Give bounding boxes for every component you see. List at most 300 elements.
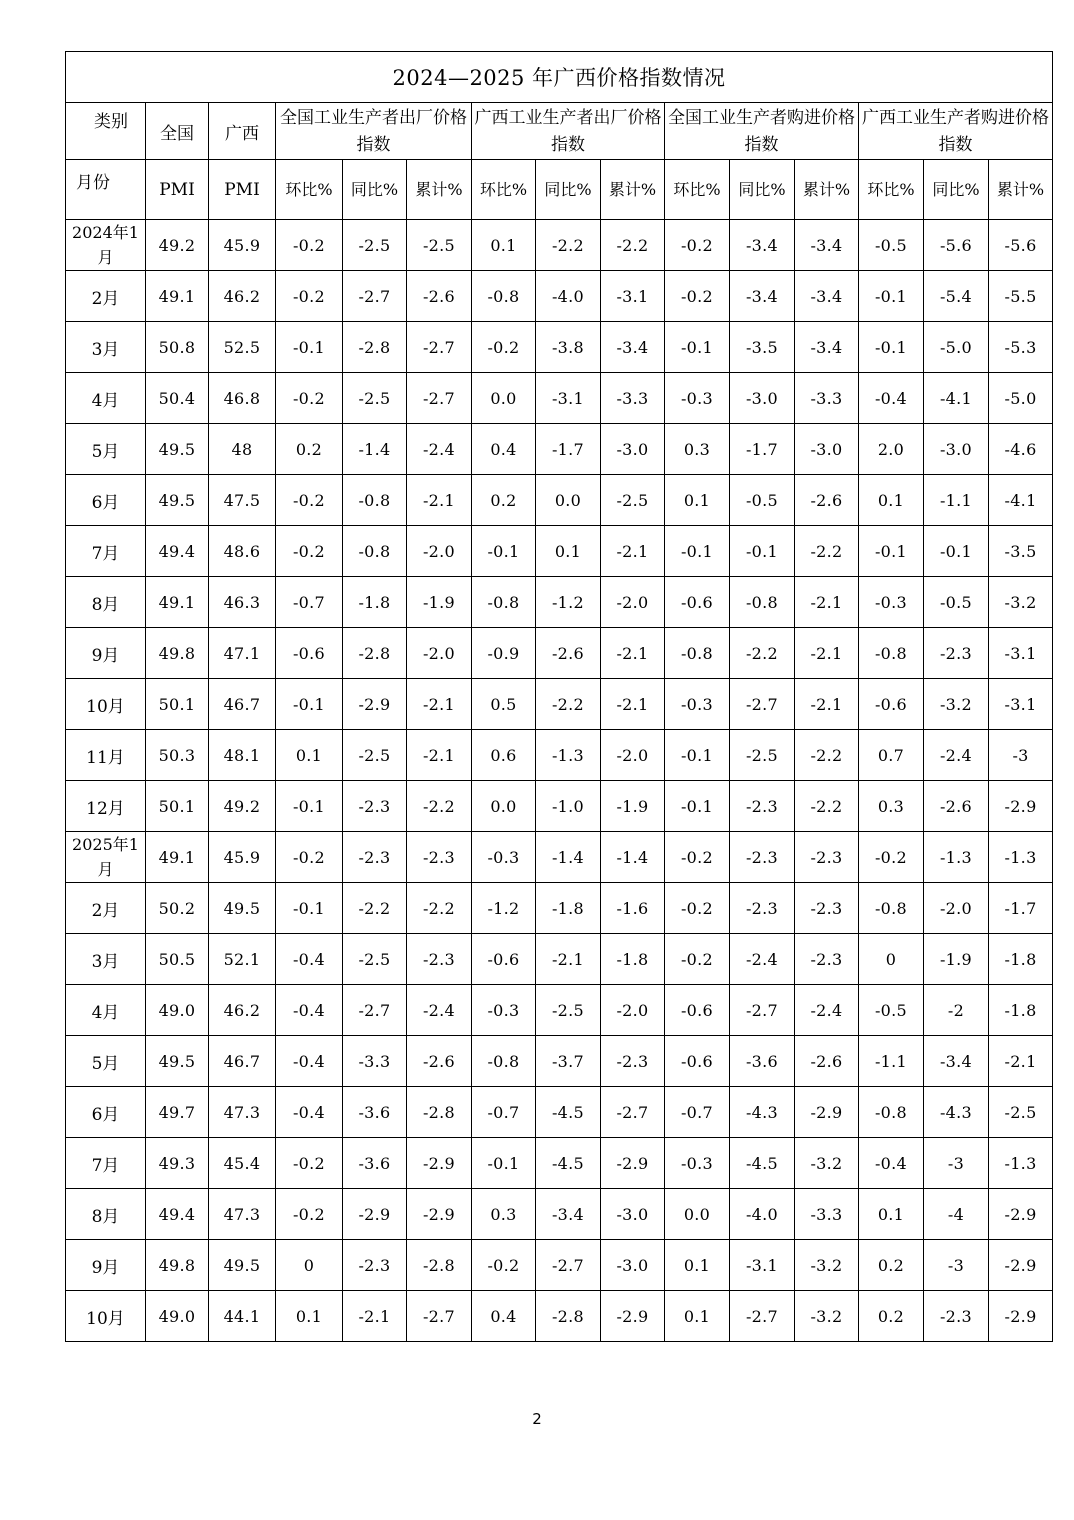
value-cell: -2.0 xyxy=(601,985,665,1036)
value-cell: -2.6 xyxy=(924,781,989,832)
value-cell: -0.8 xyxy=(343,526,407,577)
value-cell: 0.1 xyxy=(536,526,601,577)
value-cell: -5.3 xyxy=(989,322,1053,373)
value-cell: -3.2 xyxy=(795,1291,859,1342)
value-cell: -0.4 xyxy=(276,934,343,985)
value-cell: -2.3 xyxy=(924,1291,989,1342)
table-title: 2024—2025 年广西价格指数情况 xyxy=(66,52,1053,103)
value-cell: -0.2 xyxy=(665,832,730,883)
value-cell: -3.2 xyxy=(795,1138,859,1189)
value-cell: -2.7 xyxy=(730,1291,795,1342)
value-cell: 0.1 xyxy=(276,730,343,781)
value-cell: 47.1 xyxy=(209,628,276,679)
value-cell: -5.0 xyxy=(989,373,1053,424)
value-cell: 0.0 xyxy=(472,781,536,832)
value-cell: -2.8 xyxy=(343,322,407,373)
value-cell: -0.1 xyxy=(859,271,924,322)
value-cell: 46.7 xyxy=(209,679,276,730)
value-cell: -5.4 xyxy=(924,271,989,322)
month-cell: 5月 xyxy=(66,1036,146,1087)
value-cell: -2.7 xyxy=(343,985,407,1036)
value-cell: 0.0 xyxy=(536,475,601,526)
month-cell: 6月 xyxy=(66,475,146,526)
value-cell: 49.1 xyxy=(146,271,209,322)
value-cell: -2.7 xyxy=(601,1087,665,1138)
value-cell: -2.3 xyxy=(407,934,472,985)
value-cell: 46.2 xyxy=(209,271,276,322)
value-cell: -1.1 xyxy=(924,475,989,526)
value-cell: -2.3 xyxy=(730,832,795,883)
value-cell: -3.0 xyxy=(795,424,859,475)
value-cell: 49.2 xyxy=(209,781,276,832)
value-cell: 0.0 xyxy=(472,373,536,424)
value-cell: -0.2 xyxy=(276,220,343,271)
subheader-yoy-group-4: 同比% xyxy=(924,160,989,220)
value-cell: -0.8 xyxy=(859,883,924,934)
value-cell: 0.3 xyxy=(859,781,924,832)
value-cell: -2.2 xyxy=(795,730,859,781)
month-cell: 12月 xyxy=(66,781,146,832)
value-cell: -4.1 xyxy=(989,475,1053,526)
value-cell: 0.0 xyxy=(665,1189,730,1240)
value-cell: 0.1 xyxy=(665,1240,730,1291)
value-cell: -3.4 xyxy=(536,1189,601,1240)
table-row xyxy=(66,1189,1053,1240)
month-cell: 6月 xyxy=(66,1087,146,1138)
value-cell: 46.8 xyxy=(209,373,276,424)
value-cell: 46.2 xyxy=(209,985,276,1036)
value-cell: 0.1 xyxy=(665,475,730,526)
subheader-cum-group-3: 累计% xyxy=(795,160,859,220)
value-cell: 49.5 xyxy=(146,1036,209,1087)
value-cell: -2.5 xyxy=(407,220,472,271)
value-cell: 0.1 xyxy=(276,1291,343,1342)
guangxi-pmi-header: PMI xyxy=(209,160,276,220)
value-cell: -0.8 xyxy=(343,475,407,526)
national-header: 全国 xyxy=(146,103,209,160)
value-cell: -2.1 xyxy=(407,475,472,526)
value-cell: -3 xyxy=(924,1138,989,1189)
value-cell: -2.6 xyxy=(407,1036,472,1087)
value-cell: 2.0 xyxy=(859,424,924,475)
value-cell: -2.2 xyxy=(536,220,601,271)
table-row xyxy=(66,220,1053,271)
value-cell: -0.1 xyxy=(276,883,343,934)
value-cell: -2.1 xyxy=(795,577,859,628)
value-cell: -0.8 xyxy=(472,271,536,322)
value-cell: -0.1 xyxy=(665,730,730,781)
page-number: 2 xyxy=(532,1410,542,1428)
value-cell: -2.9 xyxy=(989,1291,1053,1342)
group-guangxi-pppi-header: 广西工业生产者购进价格指数 xyxy=(859,103,1053,160)
value-cell: -3 xyxy=(989,730,1053,781)
table-row xyxy=(66,679,1053,730)
value-cell: -1.8 xyxy=(343,577,407,628)
value-cell: -2.7 xyxy=(343,271,407,322)
month-cell: 2024年1月 xyxy=(66,220,146,271)
value-cell: 49.5 xyxy=(146,475,209,526)
value-cell: 45.9 xyxy=(209,832,276,883)
month-cell: 2025年1月 xyxy=(66,832,146,883)
value-cell: -2.1 xyxy=(536,934,601,985)
value-cell: 50.5 xyxy=(146,934,209,985)
value-cell: 49.1 xyxy=(146,832,209,883)
value-cell: -0.1 xyxy=(276,679,343,730)
value-cell: -1.3 xyxy=(989,832,1053,883)
value-cell: 0.7 xyxy=(859,730,924,781)
value-cell: -0.1 xyxy=(472,526,536,577)
table-row xyxy=(66,526,1053,577)
value-cell: -0.1 xyxy=(472,1138,536,1189)
value-cell: -2.0 xyxy=(601,730,665,781)
subheader-cum-group-1: 累计% xyxy=(407,160,472,220)
value-cell: -3.1 xyxy=(536,373,601,424)
value-cell: 0.3 xyxy=(472,1189,536,1240)
value-cell: -2.3 xyxy=(343,781,407,832)
value-cell: -2.9 xyxy=(989,781,1053,832)
month-cell: 2月 xyxy=(66,883,146,934)
value-cell: -0.1 xyxy=(276,781,343,832)
value-cell: -0.1 xyxy=(730,526,795,577)
value-cell: -0.5 xyxy=(859,220,924,271)
value-cell: 52.5 xyxy=(209,322,276,373)
value-cell: -2.4 xyxy=(407,424,472,475)
subheader-mom-group-2: 环比% xyxy=(472,160,536,220)
value-cell: -2.1 xyxy=(601,679,665,730)
value-cell: -0.7 xyxy=(472,1087,536,1138)
value-cell: -2.3 xyxy=(407,832,472,883)
value-cell: -3.2 xyxy=(795,1240,859,1291)
subheader-mom-group-1: 环比% xyxy=(276,160,343,220)
value-cell: -2.5 xyxy=(536,985,601,1036)
value-cell: -2.6 xyxy=(795,475,859,526)
month-cell: 7月 xyxy=(66,1138,146,1189)
value-cell: -4.1 xyxy=(924,373,989,424)
value-cell: -2.1 xyxy=(795,628,859,679)
value-cell: -2.9 xyxy=(989,1189,1053,1240)
value-cell: 0 xyxy=(276,1240,343,1291)
guangxi-header: 广西 xyxy=(209,103,276,160)
value-cell: -2.6 xyxy=(795,1036,859,1087)
value-cell: 48.6 xyxy=(209,526,276,577)
value-cell: -0.7 xyxy=(665,1087,730,1138)
value-cell: -3.6 xyxy=(343,1138,407,1189)
value-cell: -3.5 xyxy=(730,322,795,373)
price-index-sheet xyxy=(65,51,1052,1332)
value-cell: -2.5 xyxy=(343,730,407,781)
table-row xyxy=(66,934,1053,985)
value-cell: -2.5 xyxy=(343,934,407,985)
value-cell: -2.7 xyxy=(730,985,795,1036)
value-cell: -2.4 xyxy=(924,730,989,781)
value-cell: 52.1 xyxy=(209,934,276,985)
value-cell: -5.6 xyxy=(924,220,989,271)
value-cell: -0.3 xyxy=(472,985,536,1036)
group-guangxi-ppi-header: 广西工业生产者出厂价格指数 xyxy=(472,103,665,160)
value-cell: 50.1 xyxy=(146,781,209,832)
value-cell: -0.8 xyxy=(472,1036,536,1087)
value-cell: -2.6 xyxy=(536,628,601,679)
value-cell: -0.6 xyxy=(276,628,343,679)
value-cell: 49.7 xyxy=(146,1087,209,1138)
value-cell: 0.4 xyxy=(472,1291,536,1342)
value-cell: -2.3 xyxy=(795,934,859,985)
value-cell: -3.0 xyxy=(924,424,989,475)
value-cell: -2.9 xyxy=(601,1291,665,1342)
value-cell: -3.2 xyxy=(989,577,1053,628)
value-cell: -1.3 xyxy=(536,730,601,781)
value-cell: -3.2 xyxy=(924,679,989,730)
value-cell: -5.5 xyxy=(989,271,1053,322)
value-cell: 0.1 xyxy=(859,475,924,526)
value-cell: -3.0 xyxy=(601,1240,665,1291)
month-cell: 10月 xyxy=(66,679,146,730)
subheader-mom-group-4: 环比% xyxy=(859,160,924,220)
value-cell: -2.7 xyxy=(407,322,472,373)
value-cell: 49.3 xyxy=(146,1138,209,1189)
value-cell: 0.1 xyxy=(665,1291,730,1342)
value-cell: -3.0 xyxy=(730,373,795,424)
value-cell: -2.7 xyxy=(407,1291,472,1342)
value-cell: -2.2 xyxy=(407,883,472,934)
value-cell: 44.1 xyxy=(209,1291,276,1342)
value-cell: -4.5 xyxy=(536,1138,601,1189)
value-cell: 49.4 xyxy=(146,526,209,577)
price-index-table xyxy=(65,51,1053,1342)
value-cell: -0.8 xyxy=(472,577,536,628)
table-row xyxy=(66,1291,1053,1342)
value-cell: -1.1 xyxy=(859,1036,924,1087)
value-cell: 0.5 xyxy=(472,679,536,730)
value-cell: -3.3 xyxy=(601,373,665,424)
value-cell: -2.1 xyxy=(989,1036,1053,1087)
value-cell: -3.4 xyxy=(601,322,665,373)
value-cell: -2.7 xyxy=(730,679,795,730)
value-cell: -2.2 xyxy=(536,679,601,730)
value-cell: -2.4 xyxy=(407,985,472,1036)
table-row xyxy=(66,628,1053,679)
value-cell: -2.5 xyxy=(343,373,407,424)
value-cell: -2.9 xyxy=(407,1189,472,1240)
value-cell: -2.3 xyxy=(343,832,407,883)
value-cell: 0.2 xyxy=(472,475,536,526)
value-cell: -0.2 xyxy=(665,271,730,322)
value-cell: -2.9 xyxy=(343,1189,407,1240)
table-row xyxy=(66,577,1053,628)
value-cell: -2.3 xyxy=(343,1240,407,1291)
value-cell: -4.5 xyxy=(536,1087,601,1138)
value-cell: -0.6 xyxy=(665,985,730,1036)
value-cell: 0.3 xyxy=(665,424,730,475)
value-cell: -1.4 xyxy=(536,832,601,883)
value-cell: -2.4 xyxy=(795,985,859,1036)
value-cell: 46.7 xyxy=(209,1036,276,1087)
value-cell: -2.2 xyxy=(343,883,407,934)
value-cell: 0.2 xyxy=(859,1291,924,1342)
value-cell: -2.2 xyxy=(795,781,859,832)
value-cell: 49.4 xyxy=(146,1189,209,1240)
value-cell: -2.1 xyxy=(795,679,859,730)
value-cell: -0.4 xyxy=(276,1087,343,1138)
value-cell: -3.3 xyxy=(343,1036,407,1087)
value-cell: -1.4 xyxy=(601,832,665,883)
value-cell: -1.8 xyxy=(989,985,1053,1036)
value-cell: -4.3 xyxy=(924,1087,989,1138)
group-national-pppi-header: 全国工业生产者购进价格指数 xyxy=(665,103,859,160)
month-cell: 2月 xyxy=(66,271,146,322)
month-cell: 11月 xyxy=(66,730,146,781)
month-cell: 4月 xyxy=(66,985,146,1036)
value-cell: -1.8 xyxy=(601,934,665,985)
value-cell: -2.3 xyxy=(730,883,795,934)
value-cell: 50.4 xyxy=(146,373,209,424)
value-cell: -2 xyxy=(924,985,989,1036)
value-cell: -3.4 xyxy=(730,271,795,322)
value-cell: -2.2 xyxy=(795,526,859,577)
value-cell: 49.8 xyxy=(146,1240,209,1291)
value-cell: 50.1 xyxy=(146,679,209,730)
month-cell: 8月 xyxy=(66,577,146,628)
value-cell: -2.5 xyxy=(343,220,407,271)
value-cell: -0.2 xyxy=(276,1189,343,1240)
value-cell: -1.6 xyxy=(601,883,665,934)
value-cell: 0.1 xyxy=(859,1189,924,1240)
value-cell: -0.1 xyxy=(665,526,730,577)
value-cell: -3.4 xyxy=(795,220,859,271)
month-cell: 4月 xyxy=(66,373,146,424)
value-cell: 50.2 xyxy=(146,883,209,934)
value-cell: -2.7 xyxy=(407,373,472,424)
value-cell: -3.1 xyxy=(730,1240,795,1291)
value-cell: 49.1 xyxy=(146,577,209,628)
value-cell: -0.2 xyxy=(665,883,730,934)
value-cell: -2.9 xyxy=(343,679,407,730)
value-cell: -1.0 xyxy=(536,781,601,832)
value-cell: -0.1 xyxy=(859,322,924,373)
value-cell: -3.8 xyxy=(536,322,601,373)
value-cell: -2.0 xyxy=(407,628,472,679)
value-cell: -4.0 xyxy=(730,1189,795,1240)
table-row xyxy=(66,781,1053,832)
value-cell: -3.3 xyxy=(795,373,859,424)
value-cell: -3.0 xyxy=(601,1189,665,1240)
value-cell: -0.3 xyxy=(665,1138,730,1189)
table-row xyxy=(66,1087,1053,1138)
value-cell: -2.5 xyxy=(989,1087,1053,1138)
value-cell: -0.2 xyxy=(276,373,343,424)
value-cell: 47.3 xyxy=(209,1189,276,1240)
value-cell: -2.9 xyxy=(989,1240,1053,1291)
value-cell: -0.1 xyxy=(859,526,924,577)
value-cell: 0 xyxy=(859,934,924,985)
month-cell: 9月 xyxy=(66,628,146,679)
value-cell: 47.3 xyxy=(209,1087,276,1138)
value-cell: -0.8 xyxy=(730,577,795,628)
month-cell: 3月 xyxy=(66,322,146,373)
table-row xyxy=(66,424,1053,475)
table-row xyxy=(66,1138,1053,1189)
value-cell: -2.6 xyxy=(407,271,472,322)
value-cell: -2.0 xyxy=(601,577,665,628)
value-cell: 45.9 xyxy=(209,220,276,271)
value-cell: -4.5 xyxy=(730,1138,795,1189)
value-cell: -5.6 xyxy=(989,220,1053,271)
category-label: 类别 xyxy=(66,103,146,160)
value-cell: -1.9 xyxy=(601,781,665,832)
month-cell: 5月 xyxy=(66,424,146,475)
value-cell: -4.3 xyxy=(730,1087,795,1138)
value-cell: -3 xyxy=(924,1240,989,1291)
value-cell: 50.8 xyxy=(146,322,209,373)
value-cell: -2.9 xyxy=(601,1138,665,1189)
subheader-mom-group-3: 环比% xyxy=(665,160,730,220)
table-row xyxy=(66,832,1053,883)
value-cell: -2.0 xyxy=(407,526,472,577)
value-cell: -2.3 xyxy=(795,883,859,934)
value-cell: -0.2 xyxy=(276,475,343,526)
value-cell: -1.3 xyxy=(924,832,989,883)
value-cell: -0.5 xyxy=(730,475,795,526)
value-cell: 49.2 xyxy=(146,220,209,271)
value-cell: -3.4 xyxy=(730,220,795,271)
value-cell: -0.5 xyxy=(859,985,924,1036)
value-cell: -1.2 xyxy=(536,577,601,628)
value-cell: 0.6 xyxy=(472,730,536,781)
value-cell: -2.2 xyxy=(601,220,665,271)
value-cell: -0.2 xyxy=(665,934,730,985)
value-cell: -3.3 xyxy=(795,1189,859,1240)
value-cell: -0.9 xyxy=(472,628,536,679)
value-cell: 48.1 xyxy=(209,730,276,781)
national-pmi-header: PMI xyxy=(146,160,209,220)
table-row xyxy=(66,1036,1053,1087)
value-cell: -2.5 xyxy=(730,730,795,781)
value-cell: 49.5 xyxy=(209,883,276,934)
value-cell: -3.1 xyxy=(601,271,665,322)
value-cell: -2.8 xyxy=(536,1291,601,1342)
value-cell: -0.1 xyxy=(665,322,730,373)
value-cell: -3.6 xyxy=(730,1036,795,1087)
value-cell: 49.5 xyxy=(209,1240,276,1291)
value-cell: 49.0 xyxy=(146,1291,209,1342)
value-cell: -0.2 xyxy=(472,322,536,373)
value-cell: -0.8 xyxy=(859,628,924,679)
month-cell: 9月 xyxy=(66,1240,146,1291)
value-cell: -0.6 xyxy=(859,679,924,730)
value-cell: -4 xyxy=(924,1189,989,1240)
value-cell: -3.4 xyxy=(795,271,859,322)
table-row xyxy=(66,985,1053,1036)
value-cell: -0.2 xyxy=(665,220,730,271)
value-cell: 0.4 xyxy=(472,424,536,475)
table-row xyxy=(66,271,1053,322)
subheader-yoy-group-3: 同比% xyxy=(730,160,795,220)
value-cell: 49.8 xyxy=(146,628,209,679)
value-cell: -0.2 xyxy=(276,526,343,577)
value-cell: -0.3 xyxy=(859,577,924,628)
value-cell: -4.6 xyxy=(989,424,1053,475)
value-cell: -3.7 xyxy=(536,1036,601,1087)
value-cell: 0.2 xyxy=(276,424,343,475)
value-cell: -0.8 xyxy=(859,1087,924,1138)
value-cell: -1.4 xyxy=(343,424,407,475)
value-cell: -2.1 xyxy=(343,1291,407,1342)
value-cell: -0.5 xyxy=(924,577,989,628)
month-cell: 3月 xyxy=(66,934,146,985)
value-cell: -1.9 xyxy=(924,934,989,985)
value-cell: -0.3 xyxy=(665,679,730,730)
value-cell: -1.7 xyxy=(989,883,1053,934)
